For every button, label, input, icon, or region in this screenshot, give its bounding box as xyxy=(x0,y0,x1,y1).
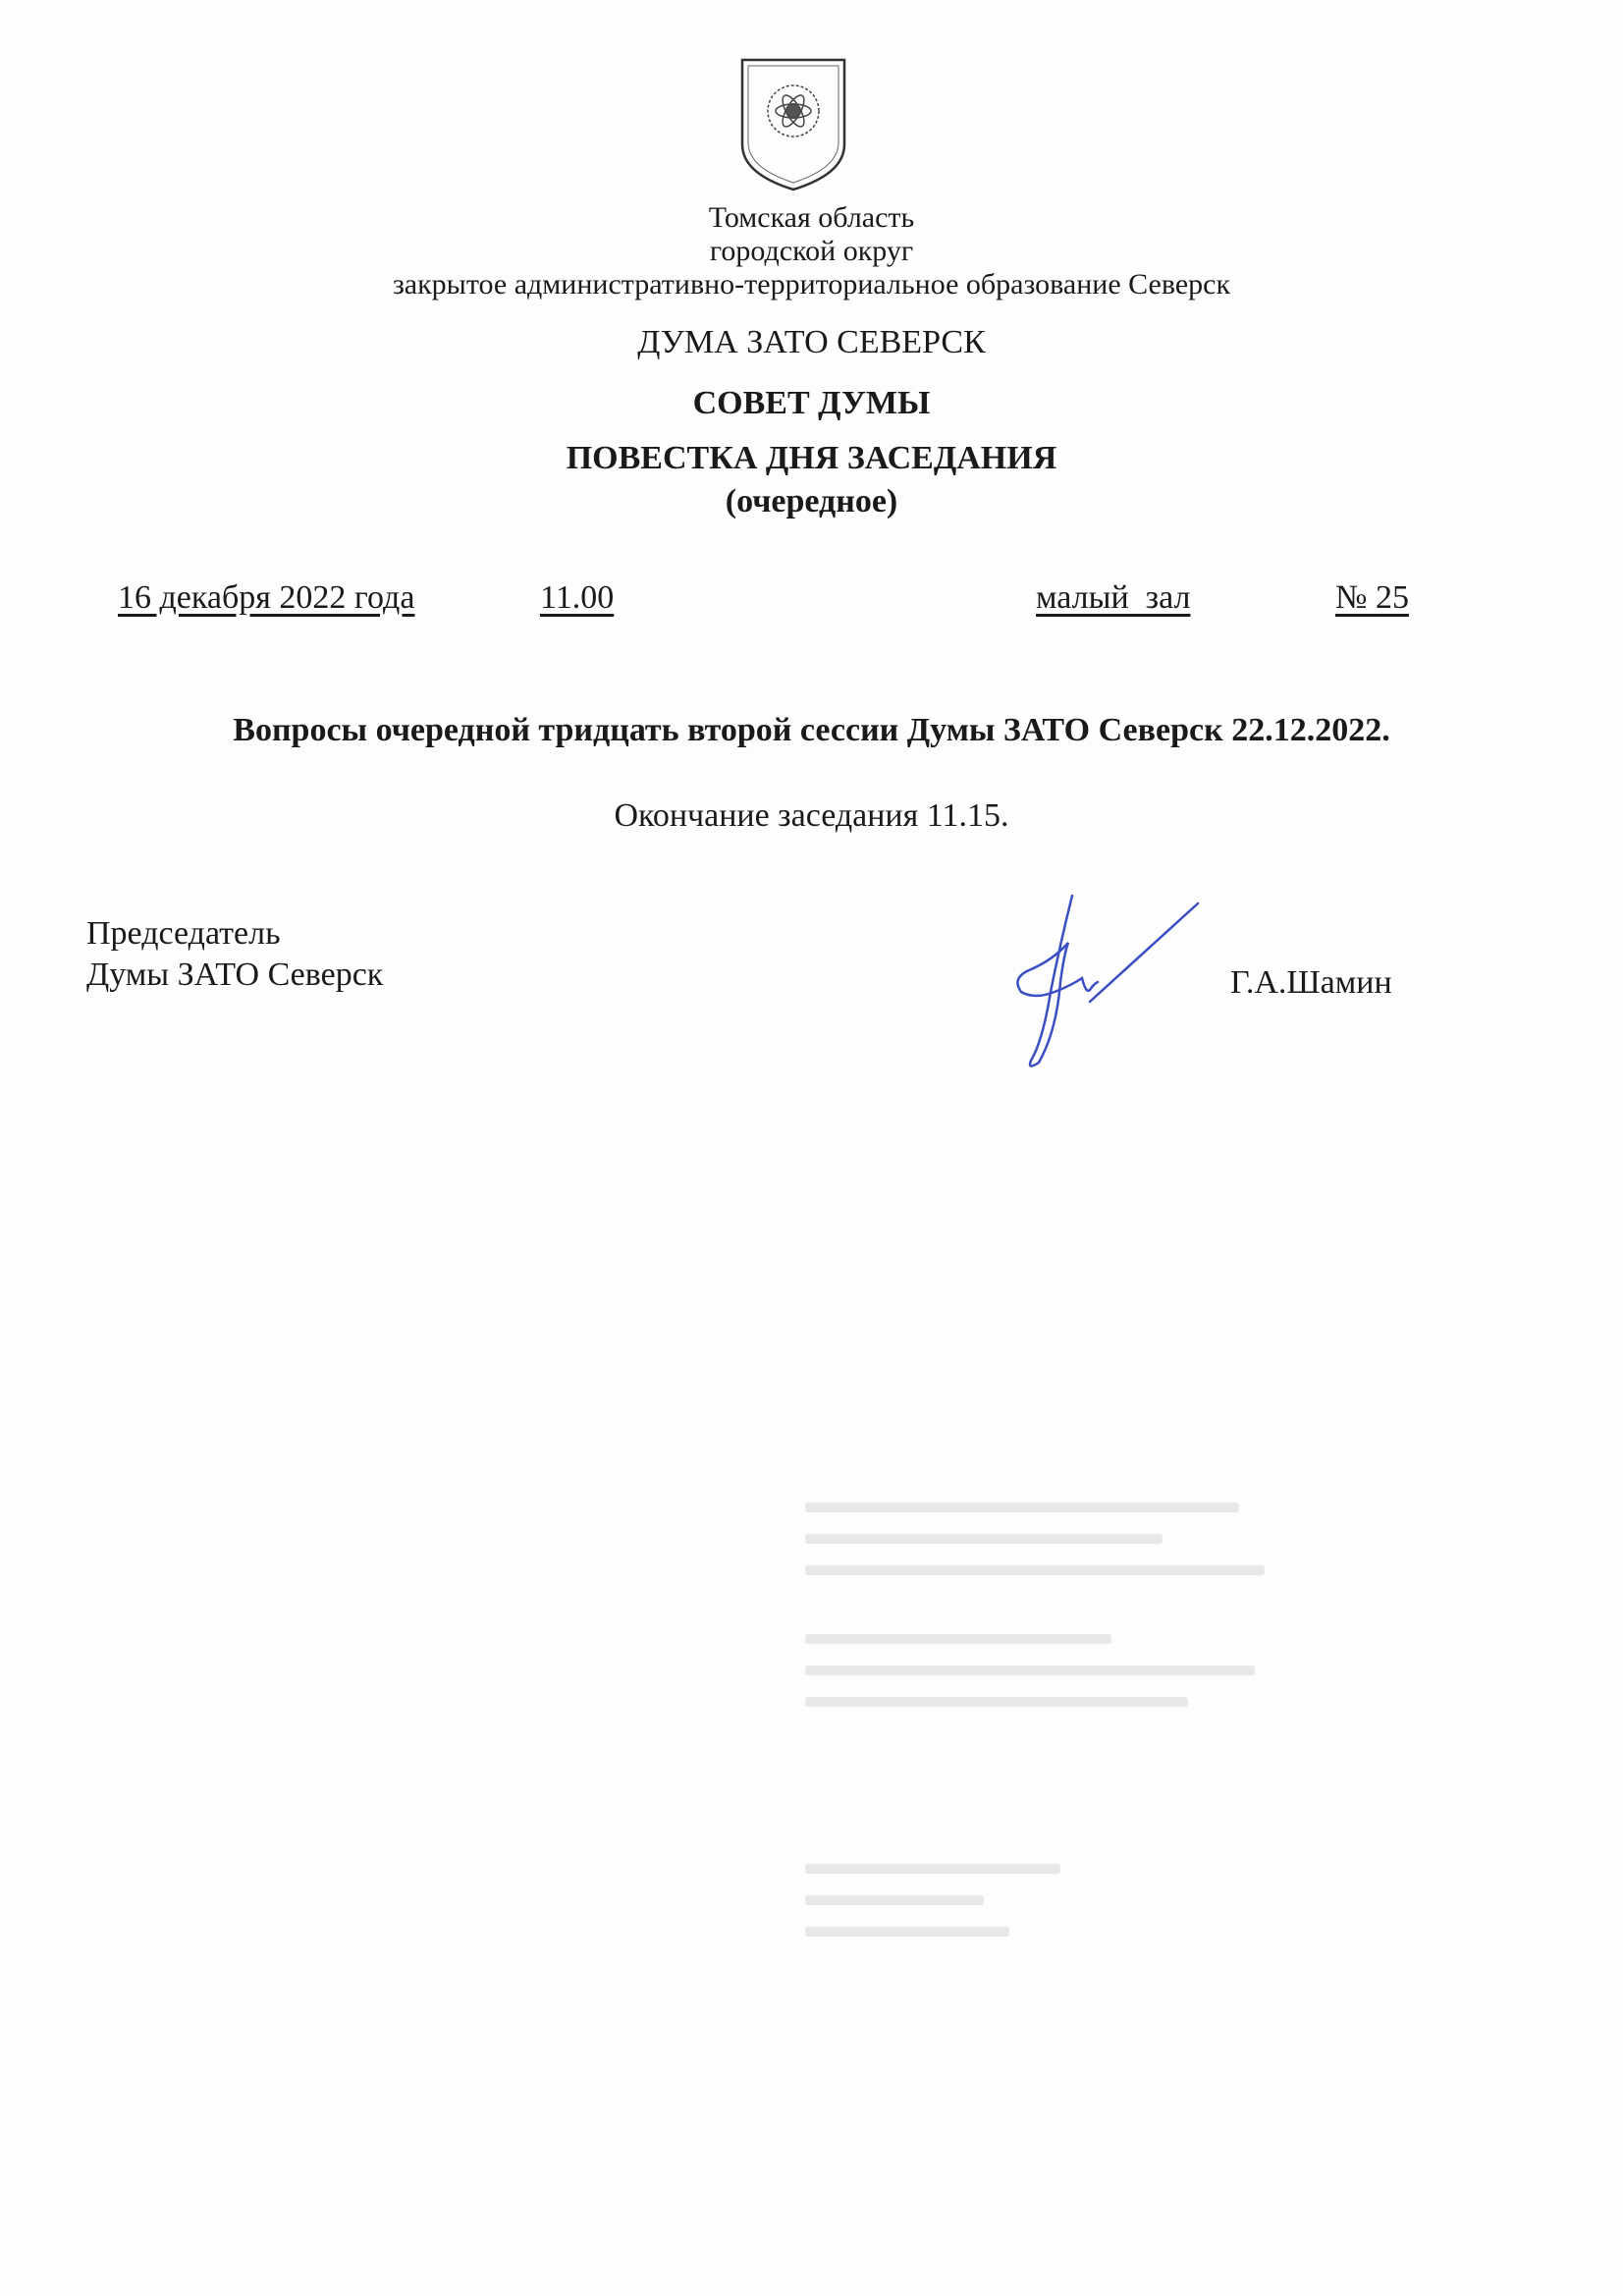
handwritten-signature xyxy=(992,884,1208,1080)
meeting-date: 16 декабря 2022 года xyxy=(118,579,415,616)
document-title: ПОВЕСТКА ДНЯ ЗАСЕДАНИЯ xyxy=(566,440,1057,476)
meeting-time: 11.00 xyxy=(540,579,615,616)
agenda-item: Вопросы очередной тридцать второй сессии Думы ЗАТО Северск 22.12.2022. xyxy=(233,712,1390,748)
council-title: СОВЕТ ДУМЫ xyxy=(692,385,931,421)
signer-name: Г.А.Шамин xyxy=(1230,964,1392,1001)
document-subtitle: (очередное) xyxy=(725,483,898,519)
meeting-end: Окончание заседания 11.15. xyxy=(614,797,1009,834)
coat-of-arms-emblem xyxy=(734,54,852,193)
meeting-place: малый зал xyxy=(1036,579,1191,616)
signer-position-line2: Думы ЗАТО Северск xyxy=(86,957,384,993)
meeting-number: № 25 xyxy=(1335,579,1409,616)
header-zato: закрытое административно-территориальное образование Северск xyxy=(392,268,1231,301)
header-region: Томская область xyxy=(708,201,915,234)
header-district: городской округ xyxy=(709,235,914,267)
bleed-through-artifact xyxy=(805,1503,1316,2092)
duma-title: ДУМА ЗАТО СЕВЕРСК xyxy=(637,324,986,360)
signer-position-line1: Председатель xyxy=(86,915,281,952)
signer-position xyxy=(86,913,383,996)
